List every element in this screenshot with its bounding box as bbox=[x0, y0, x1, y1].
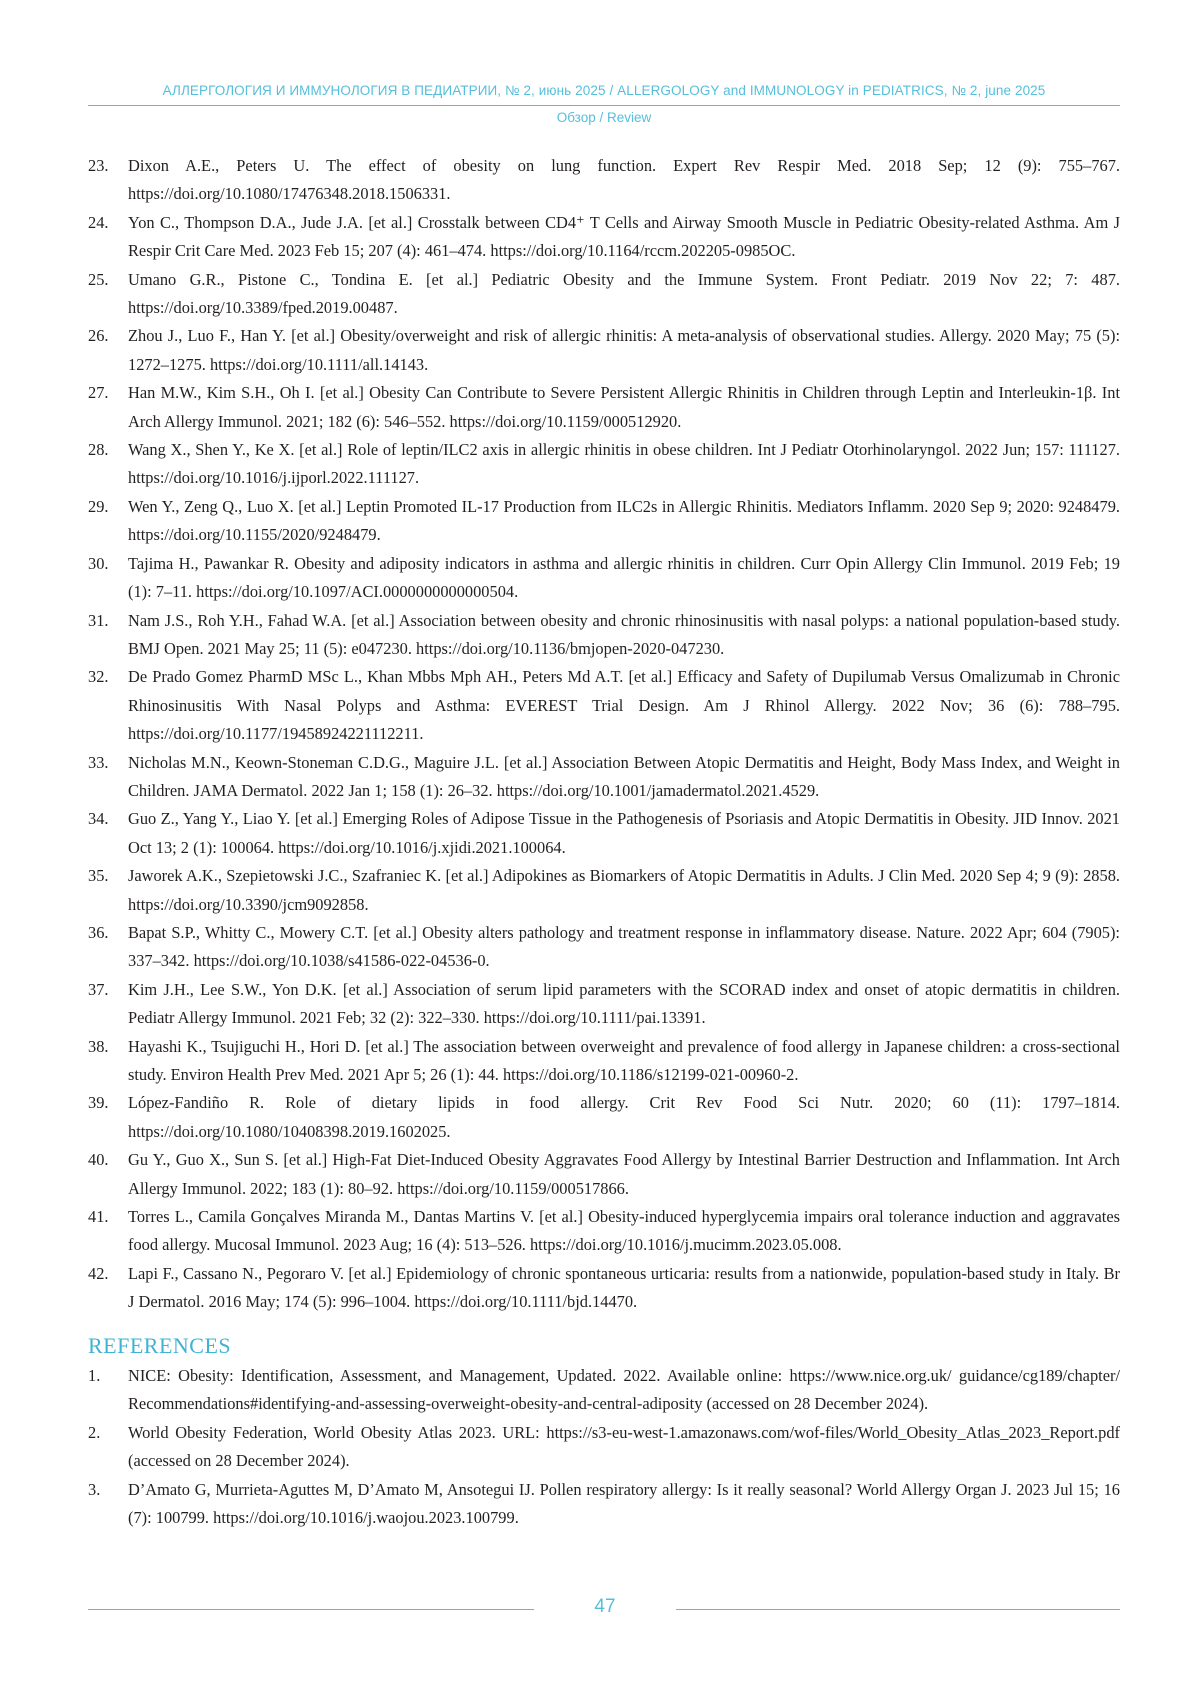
reference-text: Torres L., Camila Gonçalves Miranda M., Dantas Martins V. [et al.] Obesity-induced hyperglycemia impairs oral tolerance induction and aggravates food allergy. Mucosal Immunol. 2023 Aug; 16 (4): 513–526. https://doi.org/10.1016/j.mucimm.2023.05.008. bbox=[128, 1207, 1120, 1255]
reference-text: Nam J.S., Roh Y.H., Fahad W.A. [et al.] Association between obesity and chronic rhinosinusitis with nasal polyps: a national population-based study. BMJ Open. 2021 May 25; 11 (5): e047230. https://doi.org/10.1136/bmjopen-2020-047230. bbox=[128, 610, 1120, 658]
reference-number: 27. bbox=[88, 383, 109, 403]
reference-text: López-Fandiño R. Role of dietary lipids in food allergy. Crit Rev Food Sci Nutr. 2020; 60 (11): 1797–1814. https://doi.org/10.1080/10408398.2019.1602025. bbox=[128, 1093, 1120, 1141]
reference-item bbox=[88, 1203, 1120, 1260]
reference-item bbox=[88, 1362, 1120, 1419]
reference-number: 35. bbox=[88, 866, 109, 886]
reference-item bbox=[88, 805, 1120, 862]
reference-number: 41. bbox=[88, 1207, 109, 1227]
reference-text: D’Amato G, Murrieta-Aguttes M, D’Amato M, Ansotegui IJ. Pollen respiratory allergy: Is it really seasonal? World Allergy Organ J. 2023 Jul 15; 16 (7): 100799. https://doi.org/10.1016/j.waojou.2023.100799. bbox=[128, 1479, 1120, 1528]
reference-text: Dixon A.E., Peters U. The effect of obesity on lung function. Expert Rev Respir Med. 2018 Sep; 12 (9): 755–767. https://doi.org/10.1080/17476348.2018.1506331. bbox=[128, 156, 1120, 204]
reference-list-en bbox=[88, 1362, 1120, 1532]
reference-text: World Obesity Federation, World Obesity Atlas 2023. URL: https://s3-eu-west-1.amazonaws.com/wof-files/World_Obesity_Atlas_2023_Report.pdf (accessed on 28 December 2024). bbox=[128, 1422, 1120, 1471]
reference-item bbox=[88, 919, 1120, 976]
reference-item bbox=[88, 209, 1120, 266]
reference-text: Nicholas M.N., Keown-Stoneman C.D.G., Maguire J.L. [et al.] Association Between Atopic Dermatitis and Height, Body Mass Index, and Weight in Children. JAMA Dermatol. 2022 Jan 1; 158 (1): 26–32. https://doi.org/10.1001/jamadermatol.2021.4529. bbox=[128, 752, 1120, 800]
reference-number: 3. bbox=[88, 1479, 101, 1499]
reference-number: 30. bbox=[88, 553, 109, 573]
reference-text: Wen Y., Zeng Q., Luo X. [et al.] Leptin Promoted IL-17 Production from ILC2s in Allergic Rhinitis. Mediators Inflamm. 2020 Sep 9; 2020: 9248479. https://doi.org/10.1155/2020/9248479. bbox=[128, 496, 1120, 545]
reference-number: 32. bbox=[88, 667, 109, 687]
header-divider bbox=[88, 105, 1120, 106]
reference-item bbox=[88, 1089, 1120, 1146]
reference-number: 37. bbox=[88, 979, 109, 999]
reference-text: Guo Z., Yang Y., Liao Y. [et al.] Emerging Roles of Adipose Tissue in the Pathogenesis of Psoriasis and Atopic Dermatitis in Obesity. JID Innov. 2021 Oct 13; 2 (1): 100064. https://doi.org/10.1016/j.xjidi.2021.100064. bbox=[128, 809, 1120, 857]
references-heading: REFERENCES bbox=[88, 1333, 232, 1358]
reference-text: Gu Y., Guo X., Sun S. [et al.] High-Fat Diet-Induced Obesity Aggravates Food Allergy by Intestinal Barrier Destruction and Inflammation. Int Arch Allergy Immunol. 2022; 183 (1): 80–92. https://doi.org/10.1159/000517866. bbox=[128, 1150, 1120, 1198]
reference-number: 26. bbox=[88, 326, 109, 346]
reference-number: 38. bbox=[88, 1036, 109, 1056]
reference-number: 36. bbox=[88, 922, 109, 942]
reference-text: Tajima H., Pawankar R. Obesity and adiposity indicators in asthma and allergic rhinitis in children. Curr Opin Allergy Clin Immunol. 2019 Feb; 19 (1): 7–11. https://doi.org/10.1097/ACI.0000000000000504. bbox=[128, 553, 1120, 602]
reference-item bbox=[88, 1419, 1120, 1476]
reference-text: Han M.W., Kim S.H., Oh I. [et al.] Obesity Can Contribute to Severe Persistent Allergic Rhinitis in Children through Leptin and Interleukin-1β. Int Arch Allergy Immunol. 2021; 182 (6): 546–552. https://doi.org/10.1159/000512920. bbox=[128, 383, 1120, 431]
reference-list-ru bbox=[88, 152, 1120, 1317]
reference-number: 33. bbox=[88, 752, 109, 772]
reference-text: Yon C., Thompson D.A., Jude J.A. [et al.] Crosstalk between CD4⁺ T Cells and Airway Smooth Muscle in Pediatric Obesity-related Asthma. Am J Respir Crit Care Med. 2023 Feb 15; 207 (4): 461–474. https://doi.org/10.1164/rccm.202205-0985OC. bbox=[128, 212, 1120, 261]
reference-number: 34. bbox=[88, 809, 109, 829]
reference-number: 23. bbox=[88, 156, 109, 175]
reference-text: Zhou J., Luo F., Han Y. [et al.] Obesity/overweight and risk of allergic rhinitis: A meta-analysis of observational studies. Allergy. 2020 May; 75 (5): 1272–1275. https://doi.org/10.1111/all.14143. bbox=[128, 326, 1120, 374]
reference-text: De Prado Gomez PharmD MSc L., Khan Mbbs Mph AH., Peters Md A.T. [et al.] Efficacy and Safety of Dupilumab Versus Omalizumab in Chronic Rhinosinusitis With Nasal Polyps and Asthma: EVEREST Trial Design. Am J Rhinol Allergy. 2022 Nov; 36 (6): 788–795. https://doi.org/10.1177/19458924221112211. bbox=[128, 667, 1120, 744]
reference-text: Bapat S.P., Whitty C., Mowery C.T. [et al.] Obesity alters pathology and treatment response in inflammatory disease. Nature. 2022 Apr; 604 (7905): 337–342. https://doi.org/10.1038/s41586-022-04536-0. bbox=[128, 922, 1120, 971]
reference-item bbox=[88, 436, 1120, 493]
reference-item bbox=[88, 152, 1120, 209]
reference-item bbox=[88, 976, 1120, 1033]
reference-text: NICE: Obesity: Identification, Assessment, and Management, Updated. 2022. Available online: https://www.nice.org.uk/ guidance/cg189/chapter/ Recommendations#identifying-and-assessing-overweight-obesity-and-central-adiposity (accessed on 28 December 2024). bbox=[128, 1366, 1120, 1414]
reference-item bbox=[88, 493, 1120, 550]
reference-number: 42. bbox=[88, 1263, 109, 1283]
reference-item bbox=[88, 607, 1120, 664]
reference-text: Lapi F., Cassano N., Pegoraro V. [et al.] Epidemiology of chronic spontaneous urticaria: results from a nationwide, population-based study in Italy. Br J Dermatol. 2016 May; 174 (5): 996–1004. https://doi.org/10.1111/bjd.14470. bbox=[128, 1263, 1120, 1312]
reference-item bbox=[88, 379, 1120, 436]
reference-item bbox=[88, 663, 1120, 748]
reference-item bbox=[88, 550, 1120, 607]
reference-number: 28. bbox=[88, 440, 109, 460]
reference-number: 29. bbox=[88, 496, 109, 516]
reference-text: Kim J.H., Lee S.W., Yon D.K. [et al.] Association of serum lipid parameters with the SCORAD index and onset of atopic dermatitis in children. Pediatr Allergy Immunol. 2021 Feb; 32 (2): 322–330. https://doi.org/10.1111/pai.13391. bbox=[128, 979, 1120, 1028]
reference-item bbox=[88, 322, 1120, 379]
reference-number: 24. bbox=[88, 212, 109, 232]
reference-number: 39. bbox=[88, 1093, 109, 1113]
reference-text: Umano G.R., Pistone C., Tondina E. [et al.] Pediatric Obesity and the Immune System. Front Pediatr. 2019 Nov 22; 7: 487. https://doi.org/10.3389/fped.2019.00487. bbox=[128, 269, 1120, 318]
reference-text: Wang X., Shen Y., Ke X. [et al.] Role of leptin/ILC2 axis in allergic rhinitis in obese children. Int J Pediatr Otorhinolaryngol. 2022 Jun; 157: 111127. https://doi.org/10.1016/j.ijporl.2022.111127. bbox=[128, 440, 1120, 488]
reference-number: 40. bbox=[88, 1150, 109, 1170]
reference-text: Hayashi K., Tsujiguchi H., Hori D. [et al.] The association between overweight and prevalence of food allergy in Japanese children: a cross-sectional study. Environ Health Prev Med. 2021 Apr 5; 26 (1): 44. https://doi.org/10.1186/s12199-021-00960-2. bbox=[128, 1036, 1120, 1084]
reference-item bbox=[88, 1260, 1120, 1317]
reference-number: 2. bbox=[88, 1422, 101, 1442]
reference-item bbox=[88, 1476, 1120, 1533]
running-head: АЛЛЕРГОЛОГИЯ И ИММУНОЛОГИЯ В ПЕДИАТРИИ, № 2, июнь 2025 / ALLERGOLOGY and IMMUNOLOGY in PEDIATRICS, № 2, june 2025 bbox=[162, 83, 1046, 98]
reference-text: Jaworek A.K., Szepietowski J.C., Szafraniec K. [et al.] Adipokines as Biomarkers of Atopic Dermatitis in Adults. J Clin Med. 2020 Sep 4; 9 (9): 2858. https://doi.org/10.3390/jcm9092858. bbox=[128, 866, 1120, 914]
section-label: Обзор / Review bbox=[556, 110, 652, 125]
reference-number: 25. bbox=[88, 269, 109, 289]
reference-number: 31. bbox=[88, 610, 109, 630]
reference-item bbox=[88, 1033, 1120, 1090]
reference-item bbox=[88, 1146, 1120, 1203]
reference-item bbox=[88, 862, 1120, 919]
page-number: 47 bbox=[594, 1596, 616, 1617]
reference-number: 1. bbox=[88, 1366, 101, 1385]
footer-divider-right bbox=[676, 1609, 1120, 1610]
footer-divider-left bbox=[88, 1609, 534, 1610]
reference-item bbox=[88, 266, 1120, 323]
reference-item bbox=[88, 749, 1120, 806]
